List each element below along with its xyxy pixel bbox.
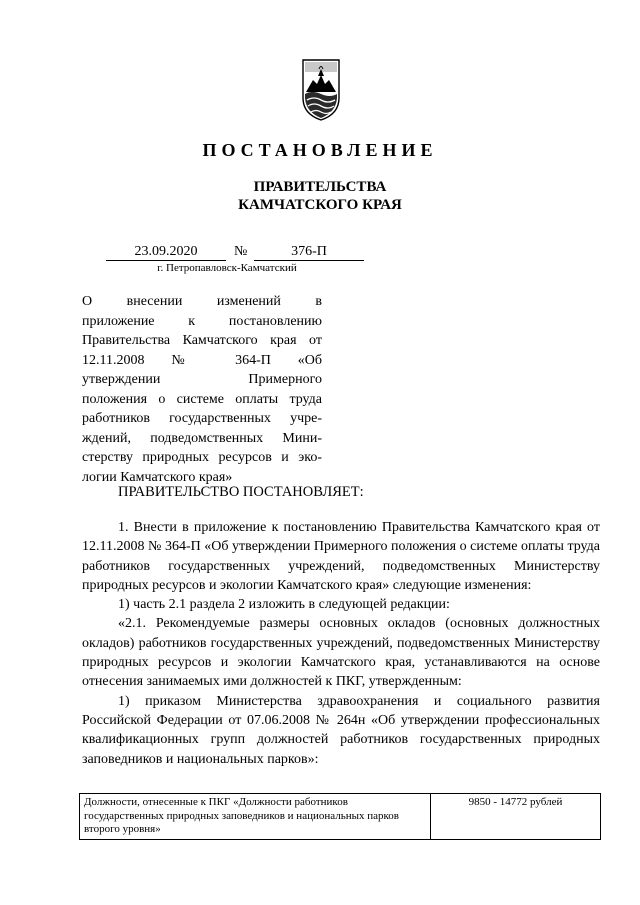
subject-line: 12.11.2008 № 364-П «Об xyxy=(82,352,322,368)
document-date: 23.09.2020 xyxy=(106,243,226,261)
subject-line: стерству природных ресурсов и эко- xyxy=(82,450,322,465)
decree-heading: ПРАВИТЕЛЬСТВО ПОСТАНОВЛЯЕТ: xyxy=(118,484,364,500)
body-paragraph: 1) приказом Министерства здравоохранения и социального развития Российской Федерации от 07.06.2008 № 264н «Об утверждении профессиональных квалификационных групп должностей работников государственных природных заповедников и национальных парков»: xyxy=(82,693,600,767)
body-paragraph: 1) часть 2.1 раздела 2 изложить в следующей редакции: xyxy=(118,597,450,613)
table-row xyxy=(80,794,601,840)
subject-line: ждений, подведомственных Мини- xyxy=(82,430,322,446)
body-paragraph: 1. Внести в приложение к постановлению Правительства Камчатского края от 12.11.2008 № 364-П «Об утверждении Примерного положения о системе оплаты труда работников государственных учреждений, подведомственных Министерству природных ресурсов и экологии Камчатского края» следующие изменения: xyxy=(82,520,600,593)
date-number-line xyxy=(82,243,372,261)
subject-line: Правительства Камчатского края от xyxy=(82,333,322,348)
subject-line: О внесении изменений в xyxy=(82,294,322,309)
subject-block xyxy=(82,292,322,487)
position-cell: Должности, отнесенные к ПКГ «Должности работников государственных природных заповедников и национальных парков второго уровня» xyxy=(80,794,431,840)
document-number: 376-П xyxy=(254,243,364,261)
subject-line: приложение к постановлению xyxy=(82,313,322,329)
number-sign: № xyxy=(234,244,248,259)
subject-line: работников государственных учре- xyxy=(82,411,322,426)
document-title: ПОСТАНОВЛЕНИЕ xyxy=(202,140,438,160)
salary-cell: 9850 - 14772 рублей xyxy=(431,794,601,840)
city-label: г. Петропавловск-Камчатский xyxy=(157,262,297,274)
subject-line: логии Камчатского края» xyxy=(82,469,233,485)
kamchatka-coat-of-arms-icon xyxy=(300,58,342,122)
subject-line: положения о системе оплаты труда xyxy=(82,391,322,407)
subject-line: утверждении Примерного xyxy=(82,372,322,387)
issuer-line-2: КАМЧАТСКОГО КРАЯ xyxy=(238,197,402,213)
document-body xyxy=(82,518,600,769)
issuer-line-1: ПРАВИТЕЛЬСТВА xyxy=(253,179,387,195)
body-paragraph: «2.1. Рекомендуемые размеры основных окладов (основных должностных окладов) работников государственных учреждений, подведомственных Министерству природных ресурсов и экологии Камчатского края, устанавливаются на основе отнесения занимаемых ими должностей к ПКГ, утвержденным: xyxy=(82,616,600,690)
salary-table xyxy=(79,793,601,840)
